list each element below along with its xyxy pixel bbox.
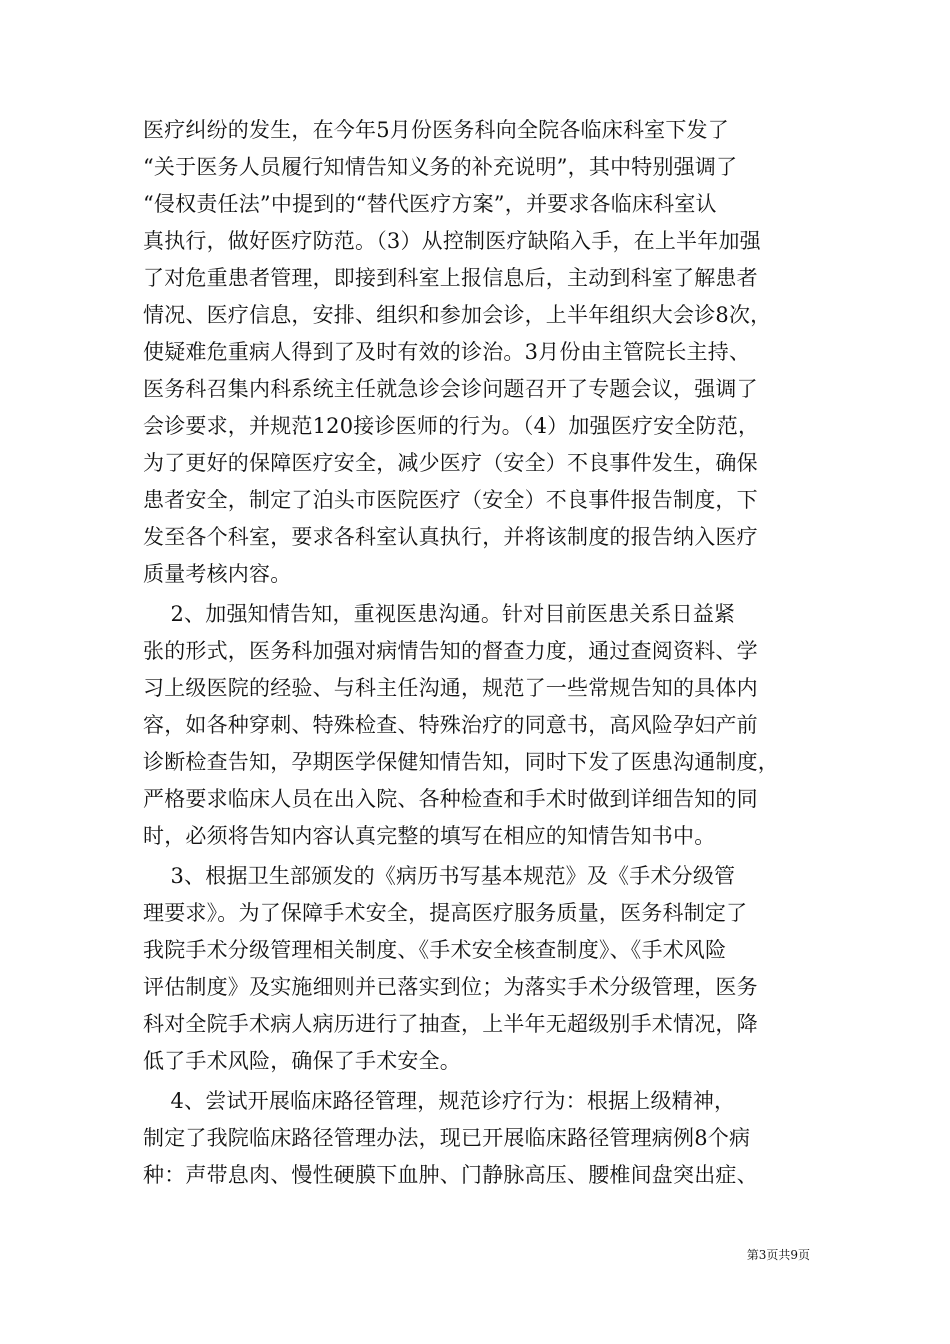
text-line: 我院手术分级管理相关制度、《手术安全核查制度》、《手术风险 xyxy=(143,938,727,962)
text-line: 4、尝试开展临床路径管理，规范诊疗行为：根据上级精神， xyxy=(143,1089,736,1113)
text-line: 为了更好的保障医疗安全，减少医疗（安全）不良事件发生，确保 xyxy=(143,451,758,475)
text-line: 医务科召集内科系统主任就急诊会诊问题召开了专题会议，强调了 xyxy=(143,377,758,401)
paragraph-medical-disputes xyxy=(143,112,815,593)
text-line: 诊断检查告知，孕期医学保健知情告知，同时下发了医患沟通制度， xyxy=(143,750,779,774)
text-line: 2、加强知情告知，重视医患沟通。针对目前医患关系日益紧 xyxy=(143,602,736,626)
text-line: 习上级医院的经验、与科主任沟通，规范了一些常规告知的具体内 xyxy=(143,676,758,700)
text-line: 严格要求临床人员在出入院、各种检查和手术时做到详细告知的同 xyxy=(143,787,758,811)
text-line: 会诊要求，并规范120接诊医师的行为。（4）加强医疗安全防范， xyxy=(143,414,760,438)
text-line: 质量考核内容。 xyxy=(143,562,292,586)
text-line: 情况、医疗信息，安排、组织和参加会诊，上半年组织大会诊8次， xyxy=(143,303,772,327)
text-line: 医疗纠纷的发生，在今年5月份医务科向全院各临床科室下发了 xyxy=(143,118,729,142)
text-line: 真执行，做好医疗防范。（3）从控制医疗缺陷入手，在上半年加强 xyxy=(143,229,761,253)
text-line: 理要求》。为了保障手术安全，提高医疗服务质量，医务科制定了 xyxy=(143,901,748,925)
text-line: 制定了我院临床路径管理办法，现已开展临床路径管理病例8个病 xyxy=(143,1126,751,1150)
text-line: 发至各个科室，要求各科室认真执行，并将该制度的报告纳入医疗 xyxy=(143,525,758,549)
text-line: 3、根据卫生部颁发的《病历书写基本规范》及《手术分级管 xyxy=(143,864,736,888)
paragraph-surgery-grading xyxy=(143,858,815,1080)
text-line: 了对危重患者管理，即接到科室上报信息后，主动到科室了解患者 xyxy=(143,266,758,290)
paragraph-clinical-pathway xyxy=(143,1083,815,1194)
paragraph-informed-consent xyxy=(143,596,815,855)
text-line: 张的形式，医务科加强对病情告知的督查力度，通过查阅资料、学 xyxy=(143,639,758,663)
text-line: 时，必须将告知内容认真完整的填写在相应的知情告知书中。 xyxy=(143,824,716,848)
text-line: 患者安全，制定了泊头市医院医疗（安全）不良事件报告制度，下 xyxy=(143,488,758,512)
text-line: “关于医务人员履行知情告知义务的补充说明”，其中特别强调了 xyxy=(143,155,738,179)
text-line: 科对全院手术病人病历进行了抽查，上半年无超级别手术情况，降 xyxy=(143,1012,758,1036)
document-body xyxy=(143,112,815,1194)
text-line: 容，如各种穿刺、特殊检查、特殊治疗的同意书，高风险孕妇产前 xyxy=(143,713,758,737)
text-line: 种：声带息肉、慢性硬膜下血肿、门静脉高压、腰椎间盘突出症、 xyxy=(143,1163,758,1187)
text-line: 评估制度》及实施细则并已落实到位；为落实手术分级管理，医务 xyxy=(143,975,758,999)
text-line: 低了手术风险，确保了手术安全。 xyxy=(143,1049,461,1073)
text-line: “侵权责任法”中提到的“替代医疗方案”，并要求各临床科室认 xyxy=(143,192,717,216)
text-line: 使疑难危重病人得到了及时有效的诊治。3月份由主管院长主持、 xyxy=(143,340,751,364)
page-number: 第3页共9页 xyxy=(746,1248,810,1262)
